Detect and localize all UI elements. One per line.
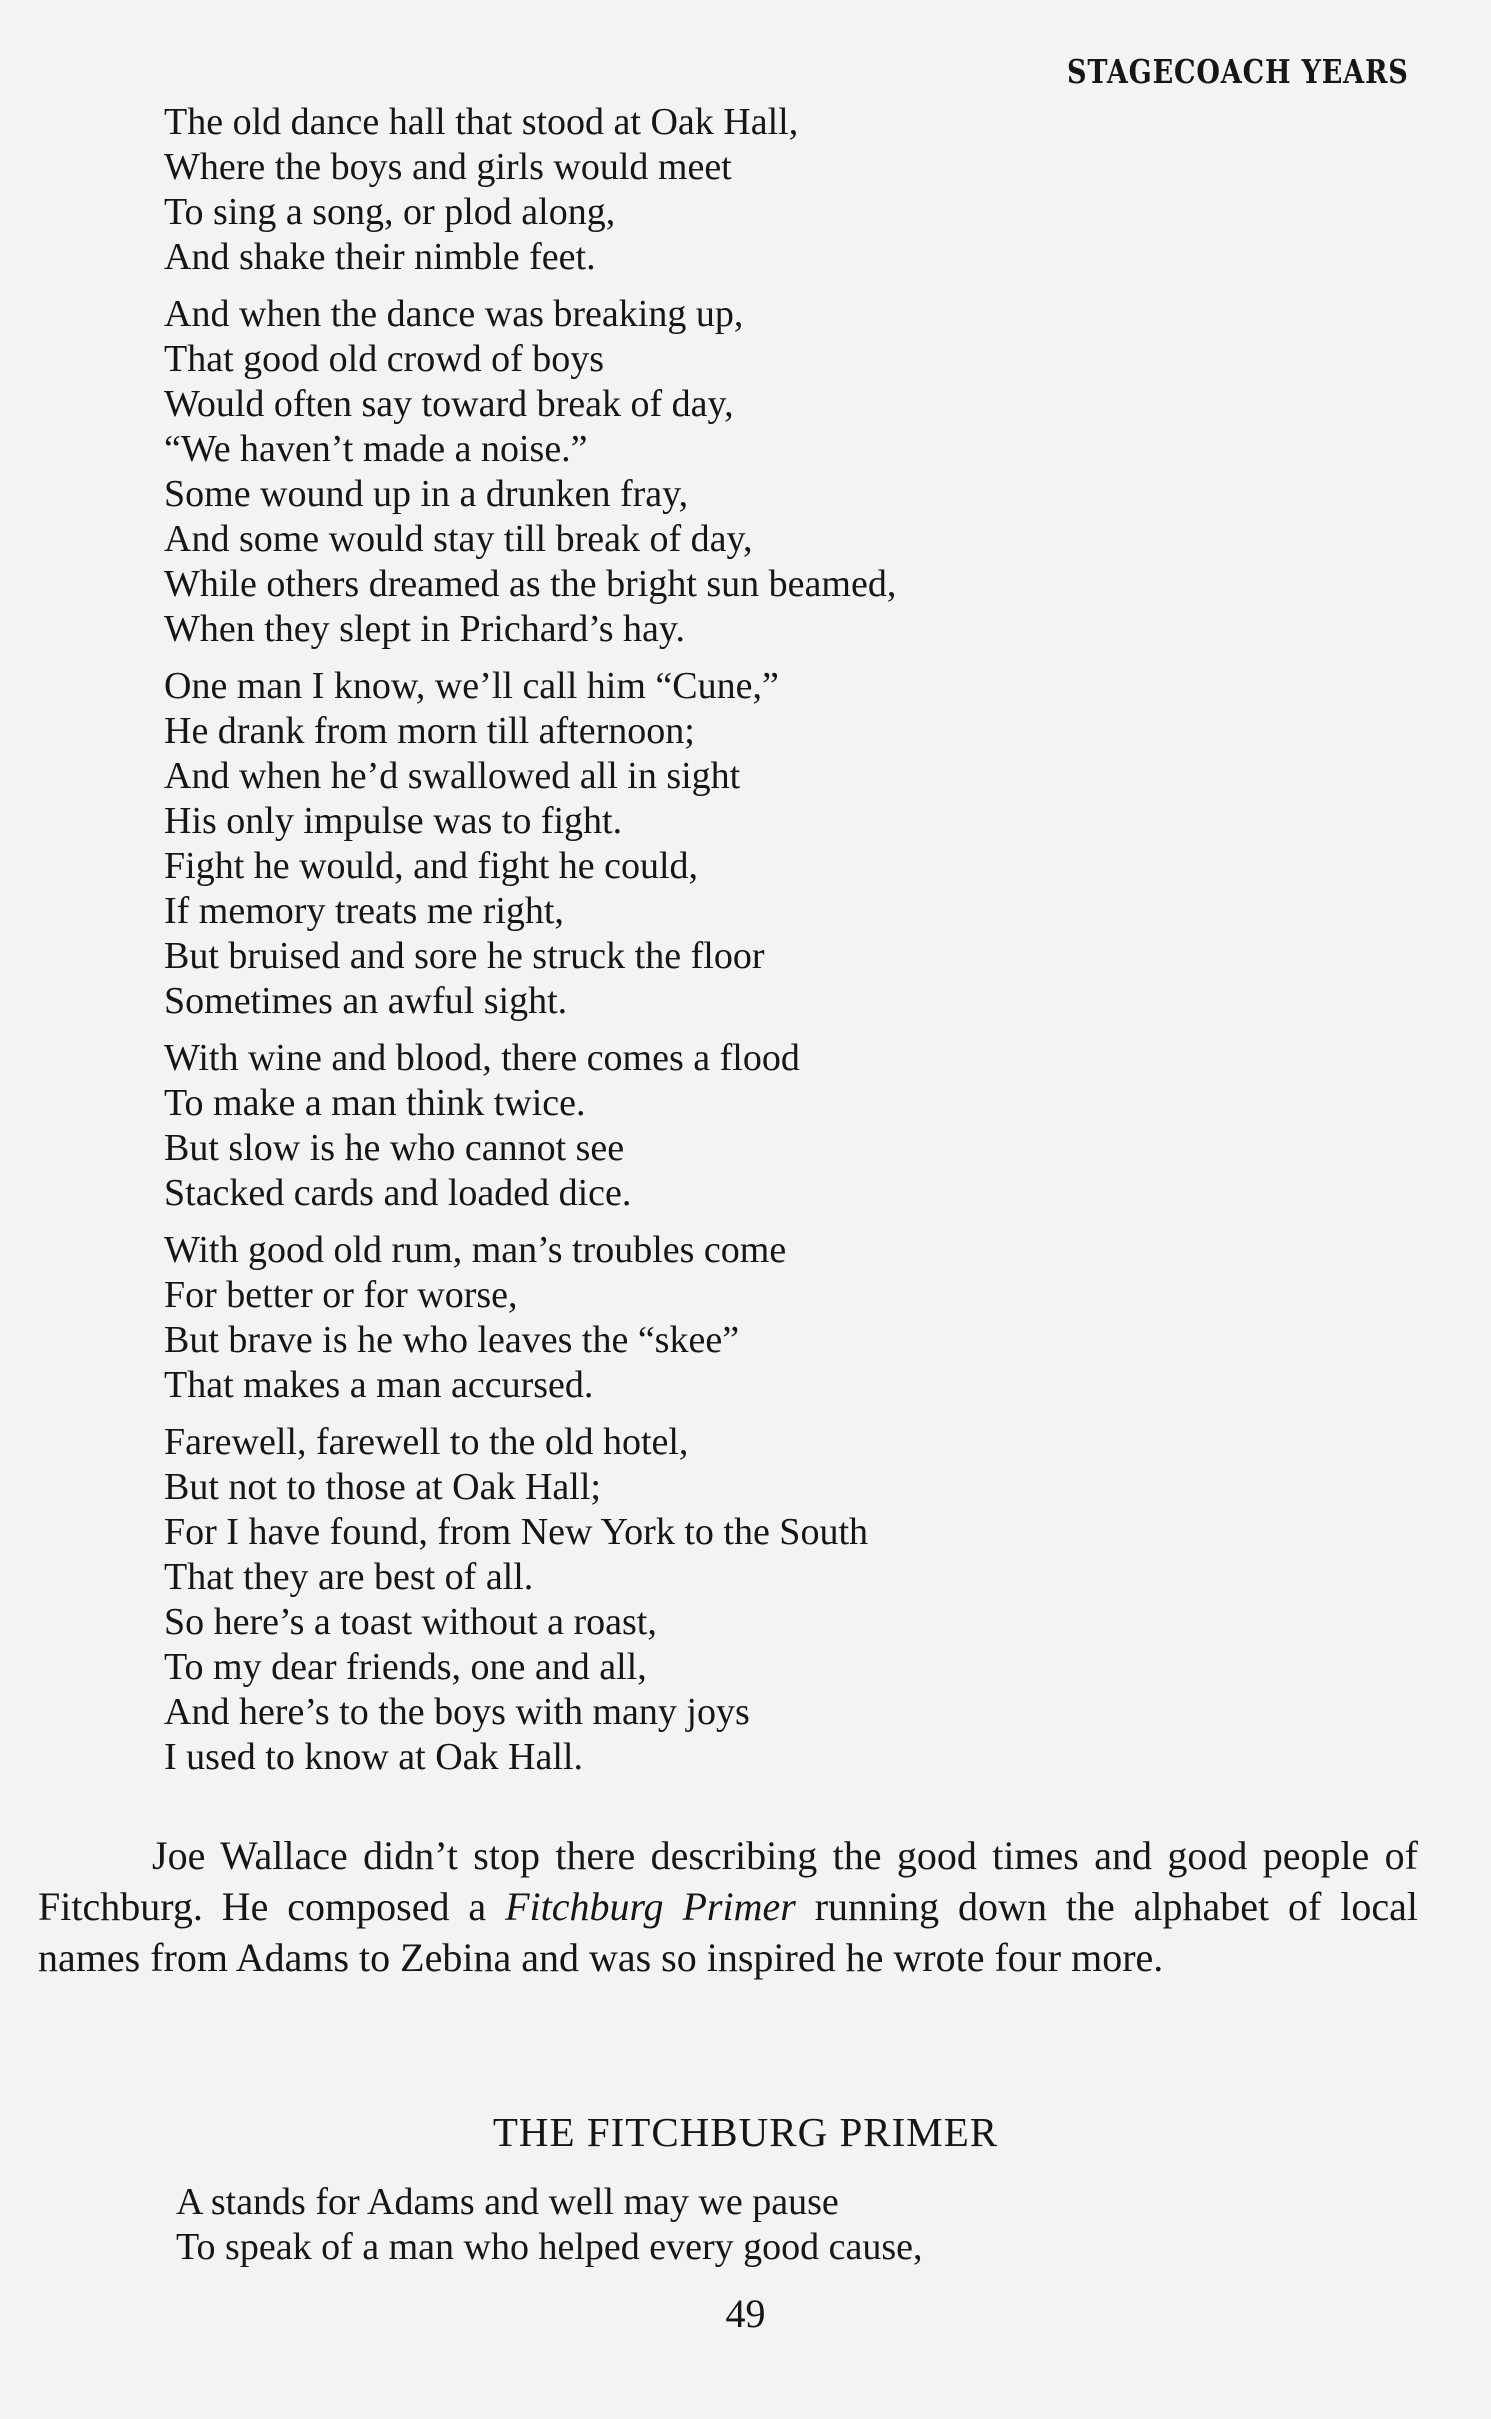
poem-stanza-4 <box>164 1036 896 1216</box>
poem-line: With good old rum, man’s troubles come <box>164 1229 787 1271</box>
poem-line: Where the boys and girls would meet <box>164 146 732 188</box>
poem-line: He drank from morn till afternoon; <box>164 710 695 752</box>
poem-line: If memory treats me right, <box>164 890 564 932</box>
poem-line: When they slept in Prichard’s hay. <box>164 608 685 650</box>
poem-line: And when the dance was breaking up, <box>164 293 744 335</box>
poem-line: For better or for worse, <box>164 1274 518 1316</box>
poem-stanza-6 <box>164 1420 896 1780</box>
poem-line: But slow is he who cannot see <box>164 1127 625 1169</box>
poem-line: And here’s to the boys with many joys <box>164 1691 750 1733</box>
poem-stanza-5 <box>164 1228 896 1408</box>
poem-line: While others dreamed as the bright sun beamed, <box>164 563 897 605</box>
poem-line: But not to those at Oak Hall; <box>164 1466 601 1508</box>
poem-line: With wine and blood, there comes a flood <box>164 1037 800 1079</box>
section-title: THE FITCHBURG PRIMER <box>492 2109 999 2155</box>
poem-line: Would often say toward break of day, <box>164 383 734 425</box>
poem-line: The old dance hall that stood at Oak Hall, <box>164 101 799 143</box>
poem-line: To make a man think twice. <box>164 1082 586 1124</box>
poem-line: To my dear friends, one and all, <box>164 1646 647 1688</box>
poem-line: Farewell, farewell to the old hotel, <box>164 1421 689 1463</box>
prose-text-after: running down the alphabet of local names from Adams to Zebina and was so inspired he wrote four more. <box>38 1884 1418 1980</box>
poem-stanza-3 <box>164 664 896 1024</box>
poem-stanza-1 <box>164 100 896 280</box>
poem-line: Sometimes an awful sight. <box>164 980 568 1022</box>
poem-line: And shake their nimble feet. <box>164 236 596 278</box>
poem-line: That makes a man accursed. <box>164 1364 594 1406</box>
prose-text-before: Joe Wallace didn’t stop there describing the good times and good people of Fitchburg. He composed a <box>38 1833 1418 1929</box>
poem-line: That they are best of all. <box>164 1556 534 1598</box>
primer-line: A stands for Adams and well may we pause <box>176 2181 839 2223</box>
poem-line: That good old crowd of boys <box>164 338 605 380</box>
poem-line: So here’s a toast without a roast, <box>164 1601 657 1643</box>
poem-line: I used to know at Oak Hall. <box>164 1736 583 1778</box>
poem-line: For I have found, from New York to the South <box>164 1511 869 1553</box>
poem-line: To sing a song, or plod along, <box>164 191 616 233</box>
poem-line: Fight he would, and fight he could, <box>164 845 699 887</box>
page-number: 49 <box>725 2291 766 2336</box>
poem-line: His only impulse was to fight. <box>164 800 623 842</box>
poem-line: Stacked cards and loaded dice. <box>164 1172 632 1214</box>
poem-line: “We haven’t made a noise.” <box>164 428 588 470</box>
running-head: STAGECOACH YEARS <box>1067 52 1409 91</box>
prose-paragraph <box>38 1830 1418 1983</box>
poem-line: One man I know, we’ll call him “Cune,” <box>164 665 779 707</box>
poem-line: And when he’d swallowed all in sight <box>164 755 741 797</box>
poem-line: Some wound up in a drunken fray, <box>164 473 689 515</box>
poem-stanza-2 <box>164 292 896 652</box>
poem-line: But bruised and sore he struck the floor <box>164 935 765 977</box>
poem-line: And some would stay till break of day, <box>164 518 753 560</box>
primer-title-italic: Fitchburg Primer <box>505 1884 796 1929</box>
poem <box>164 100 896 1792</box>
primer-verse <box>176 2180 923 2270</box>
poem-line: But brave is he who leaves the “skee” <box>164 1319 740 1361</box>
primer-line: To speak of a man who helped every good cause, <box>176 2226 923 2268</box>
